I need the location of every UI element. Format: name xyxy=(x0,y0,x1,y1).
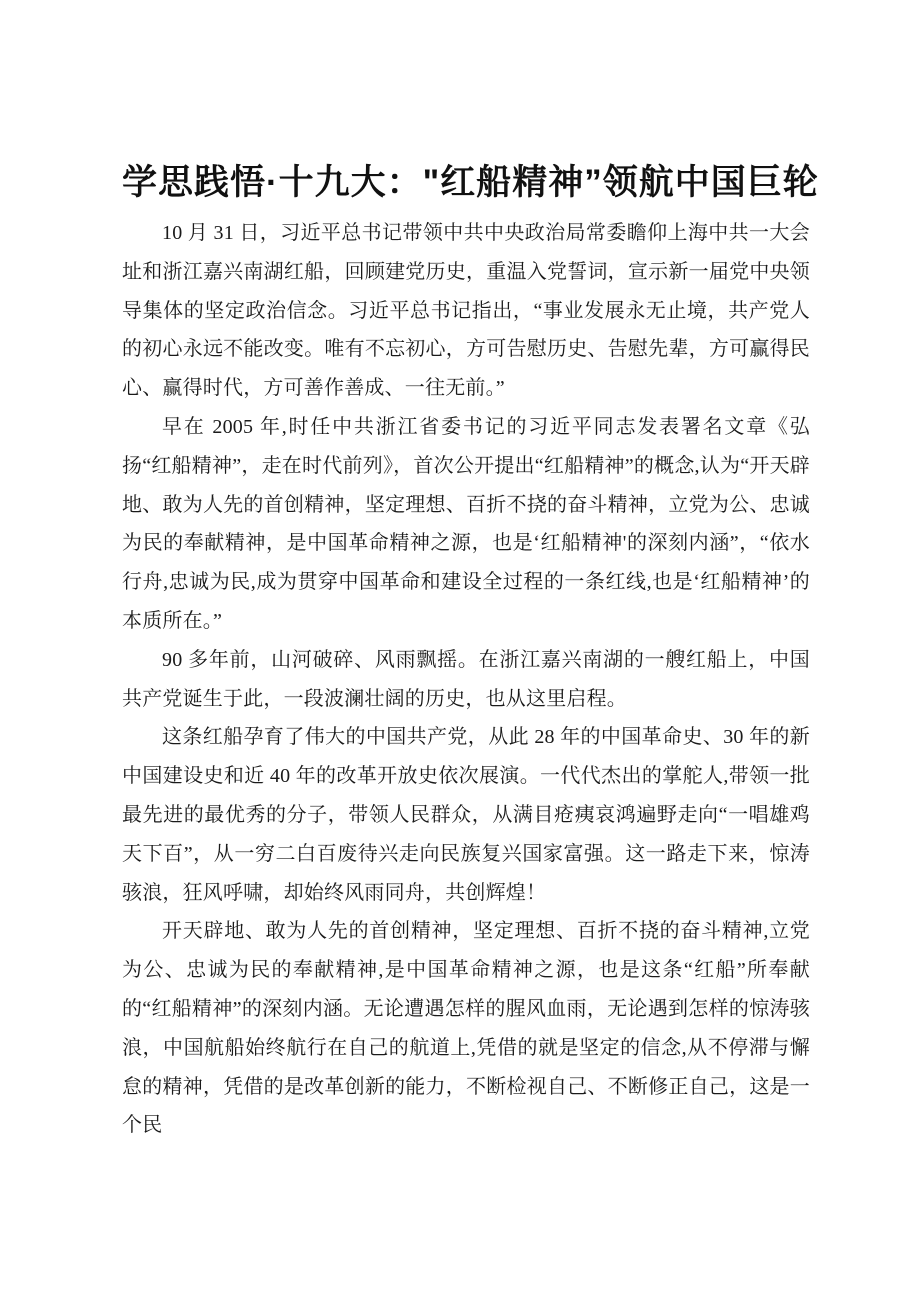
document-title: 学思践悟·十九大："红船精神”领航中国巨轮 xyxy=(122,163,819,202)
paragraph-1: 10 月 31 日，习近平总书记带领中共中央政治局常委瞻仰上海中共一大会址和浙江嘉兴南湖红船，回顾建党历史，重温入党誓词，宣示新一届党中央领导集体的坚定政治信念。习近平总书记指出，“事业发展永无止境，共产党人的初心永远不能改变。唯有不忘初心，方可告慰历史、告慰先辈，方可赢得民心、赢得时代，方可善作善成、一往无前。” xyxy=(122,222,810,400)
paragraph-3: 90 多年前，山河破碎、风雨飘摇。在浙江嘉兴南湖的一艘红船上，中国共产党诞生于此，一段波澜壮阔的历史，也从这里启程。 xyxy=(122,648,810,710)
document-body xyxy=(122,214,810,1145)
paragraph-4: 这条红船孕育了伟大的中国共产党，从此 28 年的中国革命史、30 年的新中国建设史和近 40 年的改革开放史依次展演。一代代杰出的掌舵人,带领一批最先进的最优秀的分子，带领人民群众，从满目疮痍哀鸿遍野走向“一唱雄鸡天下百”，从一穷二白百废待兴走向民族复兴国家富强。这一路走下来，惊涛骇浪，狂风呼啸，却始终风雨同舟，共创辉煌！ xyxy=(122,726,810,904)
paragraph-2: 早在 2005 年,时任中共浙江省委书记的习近平同志发表署名文章《弘扬“红船精神”，走在时代前列》，首次公开提出“红船精神”的概念,认为“开天辟地、敢为人先的首创精神，坚定理想、百折不挠的奋斗精神，立党为公、忠诚为民的奉献精神，是中国革命精神之源，也是‘红船精神'的深刻内涵”，“依水行舟,忠诚为民,成为贯穿中国革命和建设全过程的一条红线,也是‘红船精神’的本质所在。” xyxy=(122,415,810,632)
paragraph-5: 开天辟地、敢为人先的首创精神，坚定理想、百折不挠的奋斗精神,立党为公、忠诚为民的奉献精神,是中国革命精神之源，也是这条“红船”所奉献的“红船精神”的深刻内涵。无论遭遇怎样的腥风血雨，无论遇到怎样的惊涛骇浪，中国航船始终航行在自己的航道上,凭借的就是坚定的信念,从不停滞与懈怠的精神，凭借的是改革创新的能力，不断检视自己、不断修正自己，这是一个民 xyxy=(122,920,810,1137)
